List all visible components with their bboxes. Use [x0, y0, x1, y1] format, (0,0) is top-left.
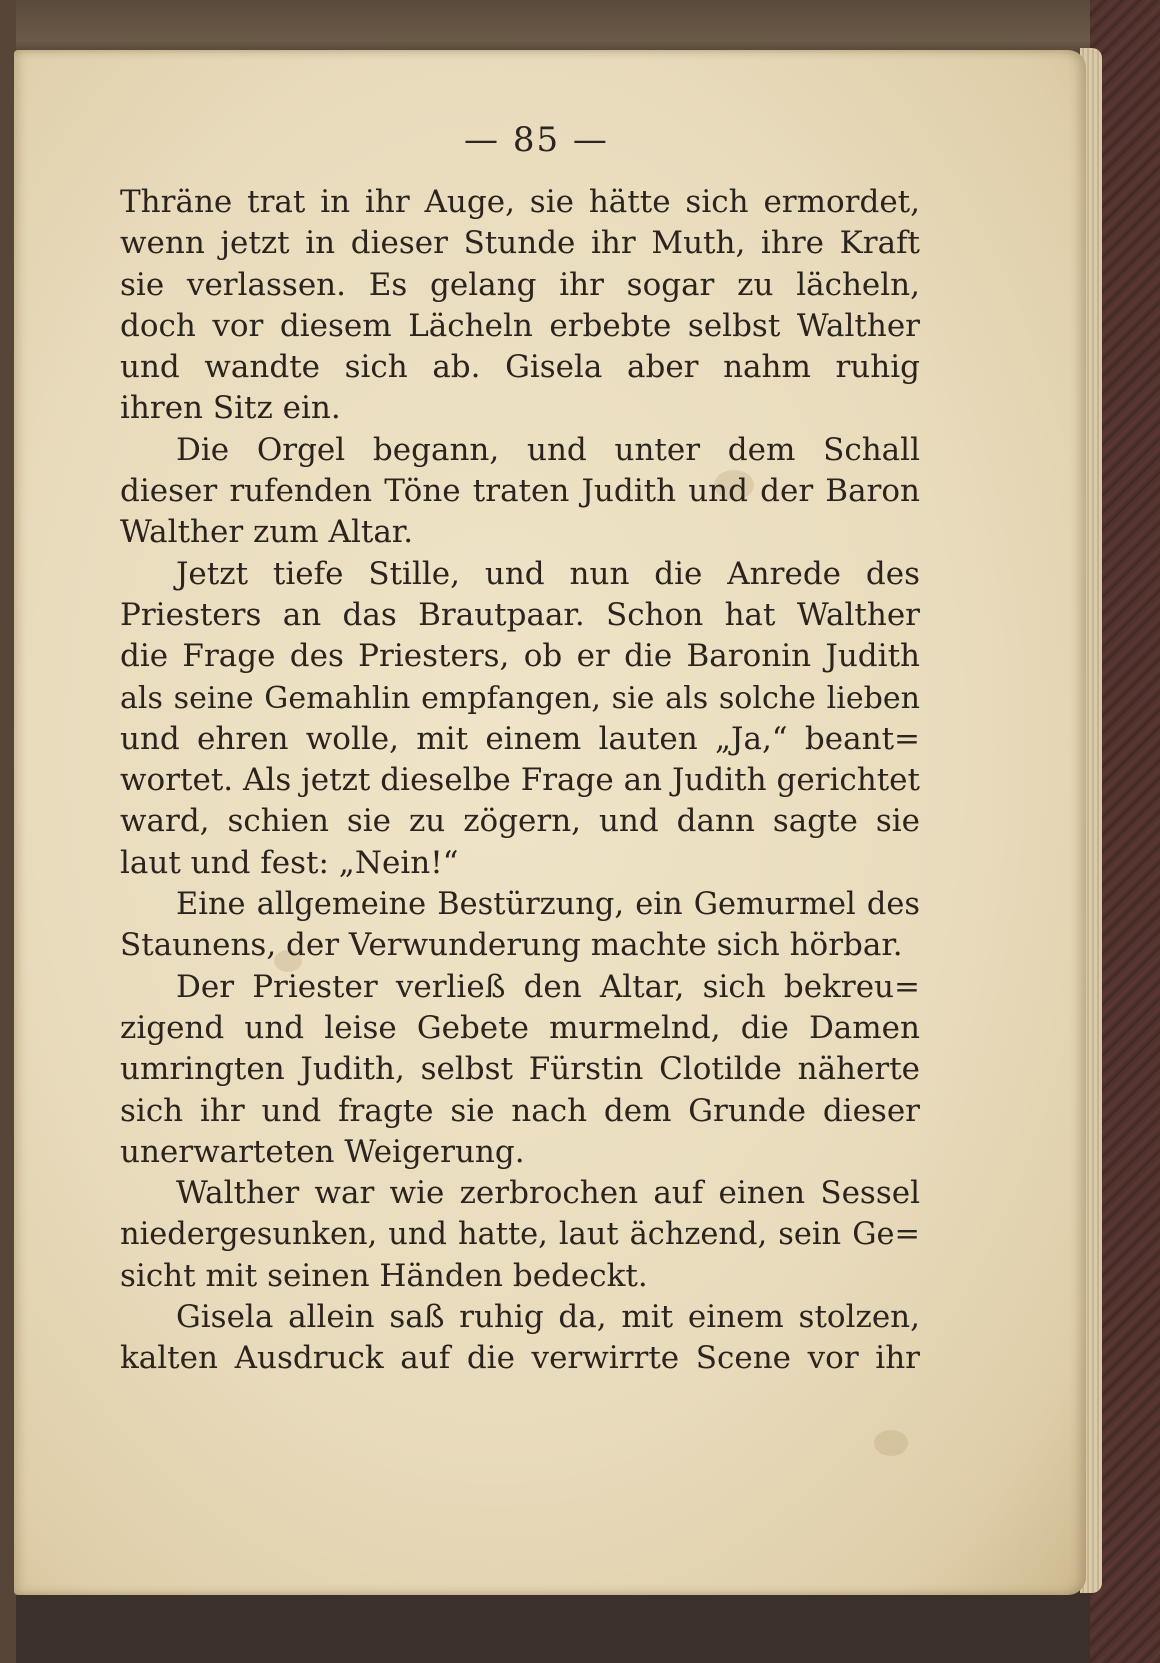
paper-stain [874, 1430, 908, 1456]
text-line: unerwarteten Weigerung. [120, 1133, 525, 1170]
text-line: Thräne trat in ihr Auge, sie hätte sich ermordet, [120, 184, 920, 220]
text-line: wenn jetzt in dieser Stunde ihr Muth, ihre Kraft [120, 225, 920, 262]
body-text [120, 182, 920, 1380]
text-line: dieser rufenden Töne traten Judith und der Baron [120, 473, 920, 510]
page-number: — 85 — [464, 120, 609, 160]
text-line: doch vor diesem Lächeln erbebte selbst Walther [120, 307, 920, 344]
text-line: wortet. Als jetzt dieselbe Frage an Judith gerichtet [120, 762, 920, 799]
text-line: sich ihr und fragte sie nach dem Grunde dieser [120, 1092, 920, 1129]
text-line: Jetzt tiefe Stille, und nun die Anrede des [176, 555, 920, 592]
text-line: Walther war wie zerbrochen auf einen Sessel [176, 1175, 920, 1212]
text-line: Der Priester verließ den Altar, sich bekreu= [176, 968, 920, 1005]
text-line: Walther zum Altar. [120, 514, 414, 551]
text-line: ward, schien sie zu zögern, und dann sagte sie [120, 803, 920, 840]
text-line: und wandte sich ab. Gisela aber nahm ruhig [120, 349, 920, 386]
text-line: niedergesunken, und hatte, laut ächzend, sein Ge= [120, 1217, 920, 1253]
text-line: Staunens, der Verwunderung machte sich hörbar. [120, 927, 903, 964]
text-line: und ehren wolle, mit einem lauten „Ja,“ beant= [120, 720, 920, 757]
text-line: zigend und leise Gebete murmelnd, die Damen [120, 1009, 920, 1046]
text-line: als seine Gemahlin empfangen, sie als solche lieben [120, 680, 920, 716]
text-line: kalten Ausdruck auf die verwirrte Scene vor ihr [120, 1340, 920, 1377]
text-line: Gisela allein saß ruhig da, mit einem stolzen, [176, 1299, 920, 1336]
text-line: ihren Sitz ein. [120, 390, 341, 427]
text-line: laut und fest: „Nein!“ [120, 844, 459, 881]
text-line: die Frage des Priesters, ob er die Baronin Judith [120, 638, 920, 675]
text-line: Eine allgemeine Bestürzung, ein Gemurmel des [176, 887, 920, 923]
text-line: sicht mit seinen Händen bedeckt. [120, 1257, 648, 1294]
text-line: umringten Judith, selbst Fürstin Clotilde näherte [120, 1051, 920, 1088]
book-page [14, 50, 1086, 1595]
text-line: Priesters an das Brautpaar. Schon hat Walther [120, 596, 920, 633]
text-line: sie verlassen. Es gelang ihr sogar zu lächeln, [120, 266, 920, 303]
text-line: Die Orgel begann, und unter dem Schall [176, 431, 920, 468]
